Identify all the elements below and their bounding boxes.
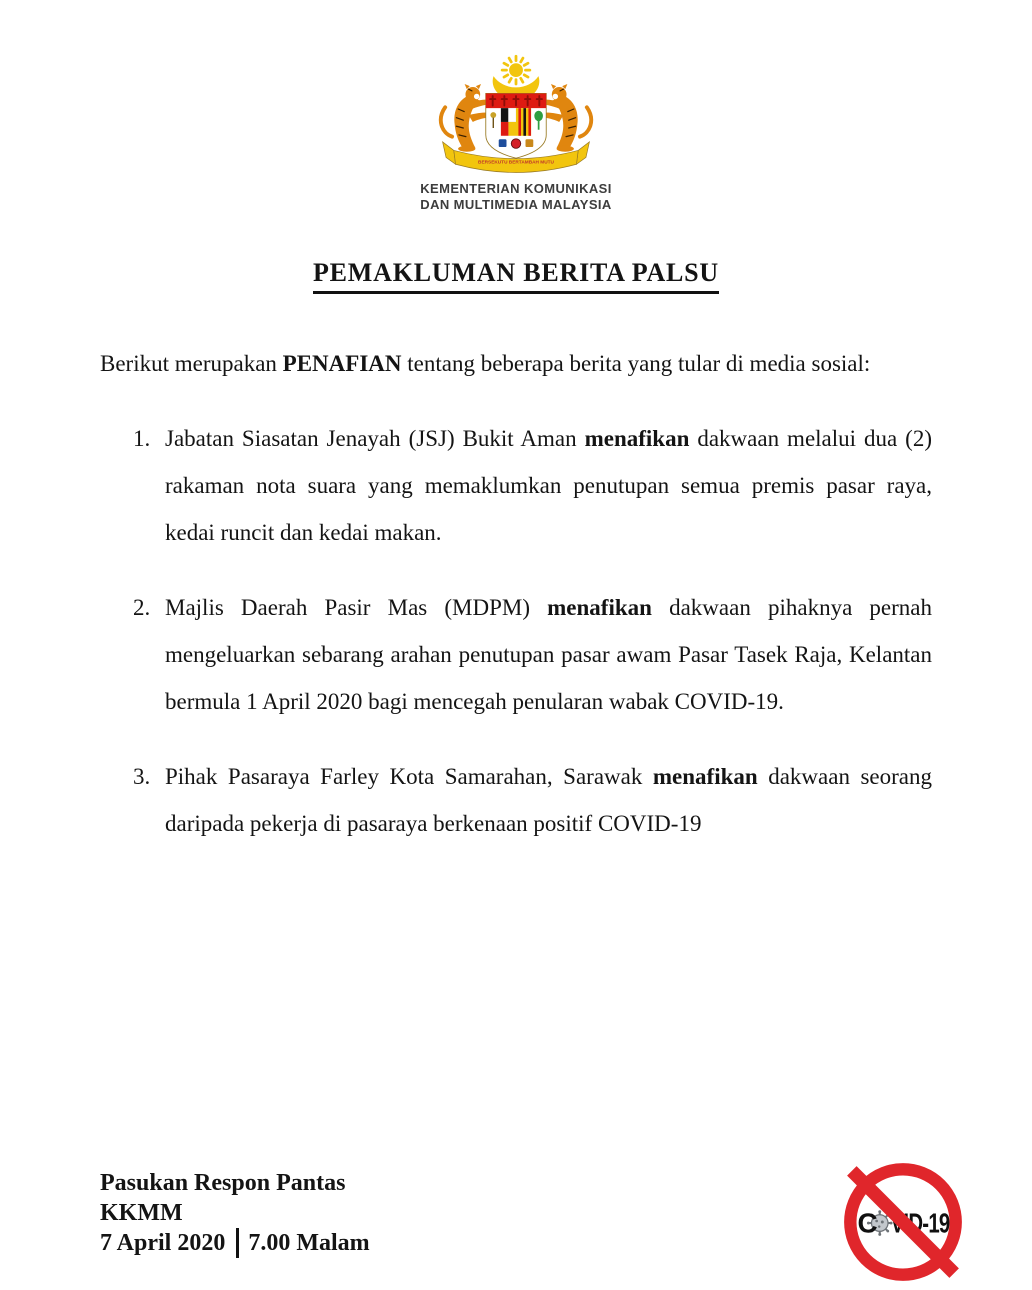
badge-text-suffix: VID-19	[890, 1207, 950, 1239]
tiger-right-icon	[544, 84, 591, 152]
shield-icon	[486, 93, 546, 158]
intro-text-post: tentang beberapa berita yang tular di media sosial:	[401, 350, 871, 376]
intro-text-bold: PENAFIAN	[282, 350, 402, 376]
list-item-text-bold: menafikan	[584, 425, 690, 451]
list-item-number: 1.	[133, 425, 151, 451]
footer-signature	[100, 1168, 370, 1258]
date-time-divider	[236, 1228, 239, 1258]
footer-org: KKMM	[100, 1200, 183, 1226]
ministry-name	[0, 181, 1032, 214]
footer-team: Pasukan Respon Pantas	[100, 1170, 346, 1196]
document-body	[100, 340, 932, 847]
list-item	[133, 415, 932, 556]
denial-list	[100, 415, 932, 847]
crest-motto-text: BERSEKUTU BERTAMBAH MUTU	[478, 160, 554, 166]
list-item-text-post: dakwaan pihaknya pernah mengeluarkan sebarang arahan penutupan pasar awam Pasar Tasek Raja, Kelantan bermula 1 April 2020 bagi mencegah penularan wabak COVID-19.	[165, 594, 932, 714]
badge-text-prefix: C	[857, 1207, 877, 1239]
malaysia-coat-of-arms-icon	[0, 52, 1032, 191]
list-item	[133, 753, 933, 847]
list-item-text-post: dakwaan melalui dua (2) rakaman nota suara yang memaklumkan penutupan semua premis pasar raya, kedai runcit dan kedai makan.	[165, 425, 932, 545]
footer-date: 7 April 2020	[100, 1230, 226, 1256]
list-item-text-pre: Pihak Pasaraya Farley Kota Samarahan, Sarawak	[165, 763, 653, 789]
no-covid-19-icon	[841, 1160, 965, 1284]
intro-paragraph	[100, 340, 932, 387]
list-item-number: 3.	[133, 763, 151, 789]
list-item-text-bold: menafikan	[547, 594, 652, 620]
footer-datetime	[100, 1228, 370, 1258]
document-title-text: PEMAKLUMAN BERITA PALSU	[313, 258, 719, 294]
list-item-text-pre: Jabatan Siasatan Jenayah (JSJ) Bukit Aman	[165, 425, 585, 451]
ministry-name-line2: DAN MULTIMEDIA MALAYSIA	[420, 197, 612, 213]
list-item-number: 2.	[133, 594, 151, 620]
list-item-text-pre: Majlis Daerah Pasir Mas (MDPM)	[165, 594, 548, 620]
list-item	[133, 584, 932, 725]
letterhead	[0, 0, 1032, 214]
footer-time: 7.00 Malam	[248, 1230, 370, 1256]
tiger-left-icon	[441, 84, 488, 152]
document-title	[0, 258, 1032, 288]
list-item-text-bold: menafikan	[652, 763, 758, 789]
intro-text-pre: Berikut merupakan	[100, 350, 283, 376]
ministry-name-line1: KEMENTERIAN KOMUNIKASI	[420, 180, 612, 196]
list-item-text-post: dakwaan seorang daripada pekerja di pasaraya berkenaan positif COVID-19	[165, 763, 933, 836]
sun-icon	[502, 56, 530, 84]
